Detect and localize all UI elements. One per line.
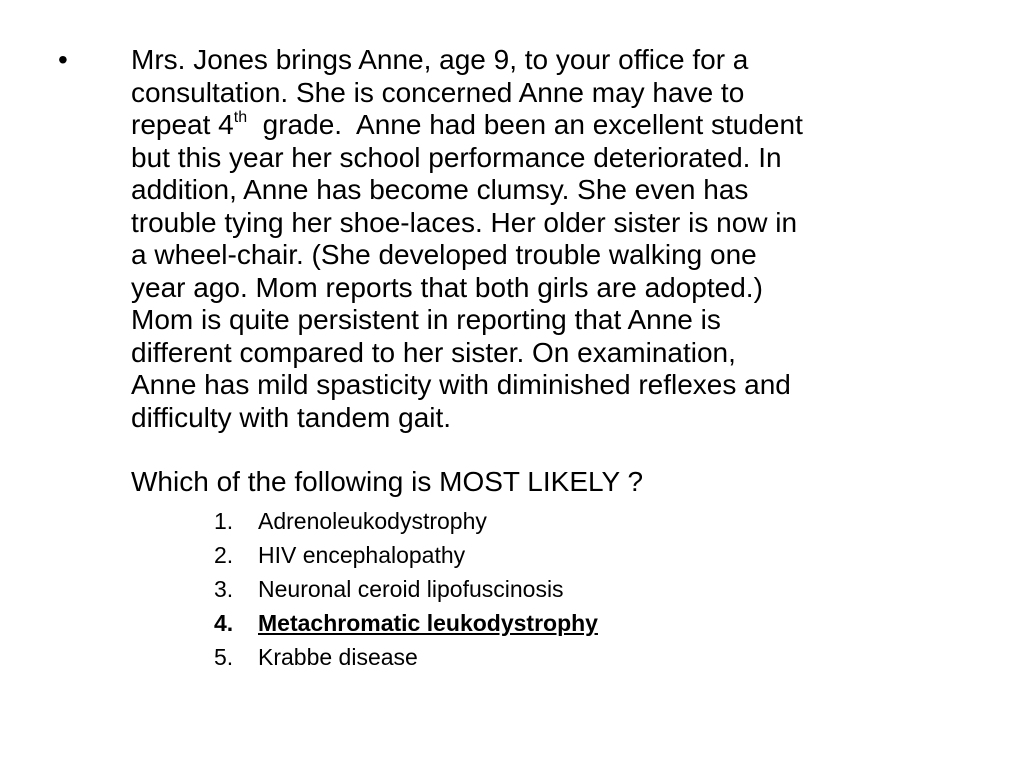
option-number: 2.	[214, 542, 234, 568]
case-line-segment: repeat 4	[131, 109, 234, 140]
case-line: consultation. She is concerned Anne may have to	[131, 76, 745, 108]
case-line: different compared to her sister. On examination,	[131, 336, 736, 368]
case-line: year ago. Mom reports that both girls are adopted.)	[131, 271, 763, 303]
option-number: 4.	[214, 610, 234, 636]
option-number: 3.	[214, 576, 234, 602]
answer-option	[214, 640, 598, 674]
answer-options	[214, 504, 598, 674]
option-number: 5.	[214, 644, 234, 670]
option-label: Neuronal ceroid lipofuscinosis	[258, 576, 564, 602]
case-line-segment: grade. Anne had been an excellent student	[247, 109, 803, 140]
case-description	[131, 44, 981, 434]
case-line	[131, 109, 981, 142]
option-label: Krabbe disease	[258, 644, 418, 670]
answer-option-correct	[214, 606, 598, 640]
option-label: Metachromatic leukodystrophy	[258, 610, 598, 636]
ordinal-superscript: th	[233, 108, 248, 126]
case-line: difficulty with tandem gait.	[131, 401, 452, 433]
option-label: Adrenoleukodystrophy	[258, 508, 487, 534]
case-line: trouble tying her shoe-laces. Her older sister is now in	[131, 206, 798, 238]
case-line: Mom is quite persistent in reporting that Anne is	[131, 304, 721, 335]
answer-option	[214, 572, 598, 606]
option-number: 1.	[214, 508, 234, 534]
question-prompt: Which of the following is MOST LIKELY ?	[131, 466, 644, 497]
case-line: but this year her school performance deteriorated. In	[131, 141, 782, 173]
case-line: a wheel-chair. (She developed trouble walking one	[131, 239, 757, 270]
case-line: addition, Anne has become clumsy. She even has	[131, 174, 749, 205]
bullet-point: •	[58, 44, 68, 75]
case-line: Mrs. Jones brings Anne, age 9, to your office for a	[131, 44, 749, 75]
option-label: HIV encephalopathy	[258, 542, 466, 568]
answer-option	[214, 538, 598, 572]
answer-option	[214, 504, 598, 538]
case-line: Anne has mild spasticity with diminished reflexes and	[131, 369, 791, 400]
